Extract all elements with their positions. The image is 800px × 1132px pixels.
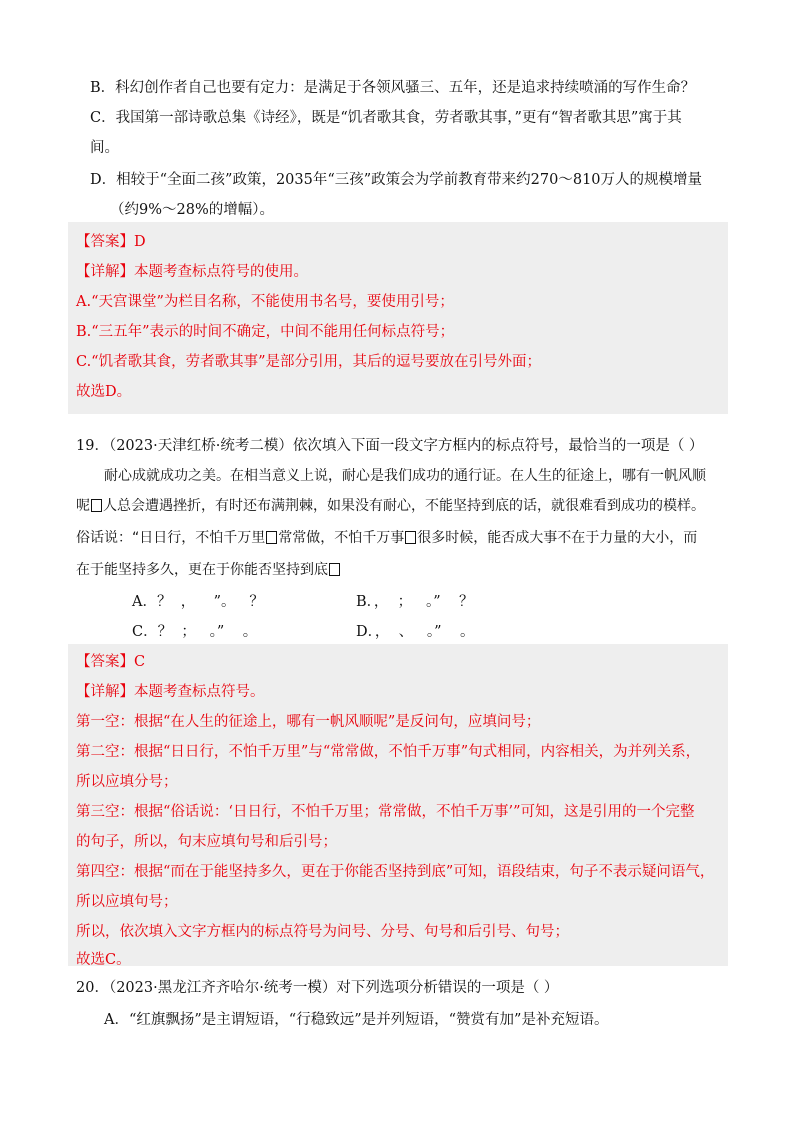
q18-detail — [76, 262, 308, 282]
answer-tag: 【答案】 — [76, 234, 134, 250]
q18-option-c-line2: 间。 — [90, 140, 119, 156]
q19-expl-7: 所以应填句号； — [76, 894, 178, 910]
q19-expl-3: 所以应填分号； — [76, 774, 178, 790]
q19-passage-line4 — [76, 560, 341, 580]
q19-expl-6: 第四空：根据“而在于能坚持多久，更在于你能否坚持到底”可知，语段结束，句子不表示疑问语气， — [76, 864, 715, 880]
q18-option-d-line1: D．相较于“全面二孩”政策，2035年“三孩”政策会为学前教育带来约270～810万人的规模增量 — [90, 172, 703, 188]
q19-conclusion: 故选C。 — [76, 952, 131, 968]
passage-text: 在于能坚持多久，更在于你能否坚持到底 — [76, 562, 328, 578]
q19-expl-5: 的句子，所以，句末应填句号和后引号； — [76, 834, 337, 850]
passage-text: 人总会遭遇挫折，有时还布满荆棘，如果没有耐心，不能坚持到底的话，就很难看到成功的模样。 — [103, 498, 705, 514]
answer-value: C — [134, 654, 146, 670]
q18-option-b: B．科幻创作者自己也要有定力：是满足于各领风骚三、五年，还是追求持续喷涌的写作生命？ — [90, 80, 696, 96]
blank-box-4 — [329, 563, 340, 576]
q19-option-d: D．， 、 。” 。 — [356, 624, 475, 640]
q19-passage-line3 — [76, 528, 697, 548]
q18-option-d-line2: （约9%～28%的增幅）。 — [110, 202, 274, 218]
q19-passage-line1: 耐心成就成功之美。在相当意义上说，耐心是我们成功的通行证。在人生的征途上，哪有一帆风顺 — [104, 468, 706, 484]
q19-expl-2: 第二空：根据“日日行，不怕千万里”与“常常做，不怕千万事”句式相同，内容相关，为并列关系， — [76, 744, 701, 760]
q19-expl-4: 第三空：根据“俗话说：‘日日行，不怕千万里；常常做，不怕千万事’”可知，这是引用的一个完整 — [76, 804, 695, 820]
blank-box-3 — [405, 531, 416, 544]
q18-expl-c: C.“饥者歌其食，劳者歌其事”是部分引用，其后的逗号要放在引号外面； — [76, 354, 542, 370]
q18-expl-a: A.“天宫课堂”为栏目名称，不能使用书名号，要使用引号； — [76, 294, 454, 310]
q19-detail — [76, 682, 265, 702]
q19-passage-line2 — [76, 496, 705, 516]
passage-text: 呢 — [76, 498, 90, 514]
detail-tag: 【详解】 — [76, 684, 134, 700]
q18-option-c-line1: C．我国第一部诗歌总集《诗经》，既是“饥者歌其食，劳者歌其事，”更有“智者歌其思”寓于其 — [90, 110, 682, 126]
blank-box-1 — [91, 499, 102, 512]
q19-answer — [76, 652, 145, 672]
detail-text: 本题考查标点符号。 — [134, 684, 265, 700]
q18-answer-box — [68, 222, 728, 414]
q18-expl-b: B.“三五年”表示的时间不确定，中间不能用任何标点符号； — [76, 324, 455, 340]
passage-text: 俗话说：“日日行，不怕千万里 — [76, 530, 266, 546]
q19-option-a: A．？ ， ”。 ？ — [132, 594, 264, 610]
q20-stem: 20．（2023·黑龙江齐齐哈尔·统考一模）对下列选项分析错误的一项是（ ） — [76, 980, 559, 996]
q18-answer — [76, 232, 146, 252]
answer-tag: 【答案】 — [76, 654, 134, 670]
passage-text: 常常做，不怕千万事 — [278, 530, 405, 546]
detail-tag: 【详解】 — [76, 264, 134, 280]
q19-stem: 19．（2023·天津红桥·统考二模）依次填入下面一段文字方框内的标点符号，最恰当的一项是（ ） — [76, 438, 704, 454]
q19-expl-8: 所以，依次填入文字方框内的标点符号为问号、分号、句号和后引号、句号； — [76, 924, 569, 940]
q18-conclusion: 故选D。 — [76, 384, 132, 400]
q19-option-c: C．？ ； 。” 。 — [132, 624, 258, 640]
answer-value: D — [134, 234, 146, 250]
blank-box-2 — [266, 531, 277, 544]
passage-text: 很多时候，能否成大事不在于力量的大小，而 — [417, 530, 698, 546]
detail-text: 本题考查标点符号的使用。 — [134, 264, 308, 280]
q19-option-b: B．， ； 。” ？ — [356, 594, 474, 610]
q19-expl-1: 第一空：根据“在人生的征途上，哪有一帆风顺呢”是反问句，应填问号； — [76, 714, 541, 730]
q20-option-a: A．“红旗飘扬”是主谓短语，“行稳致远”是并列短语，“赞赏有加”是补充短语。 — [104, 1012, 609, 1028]
